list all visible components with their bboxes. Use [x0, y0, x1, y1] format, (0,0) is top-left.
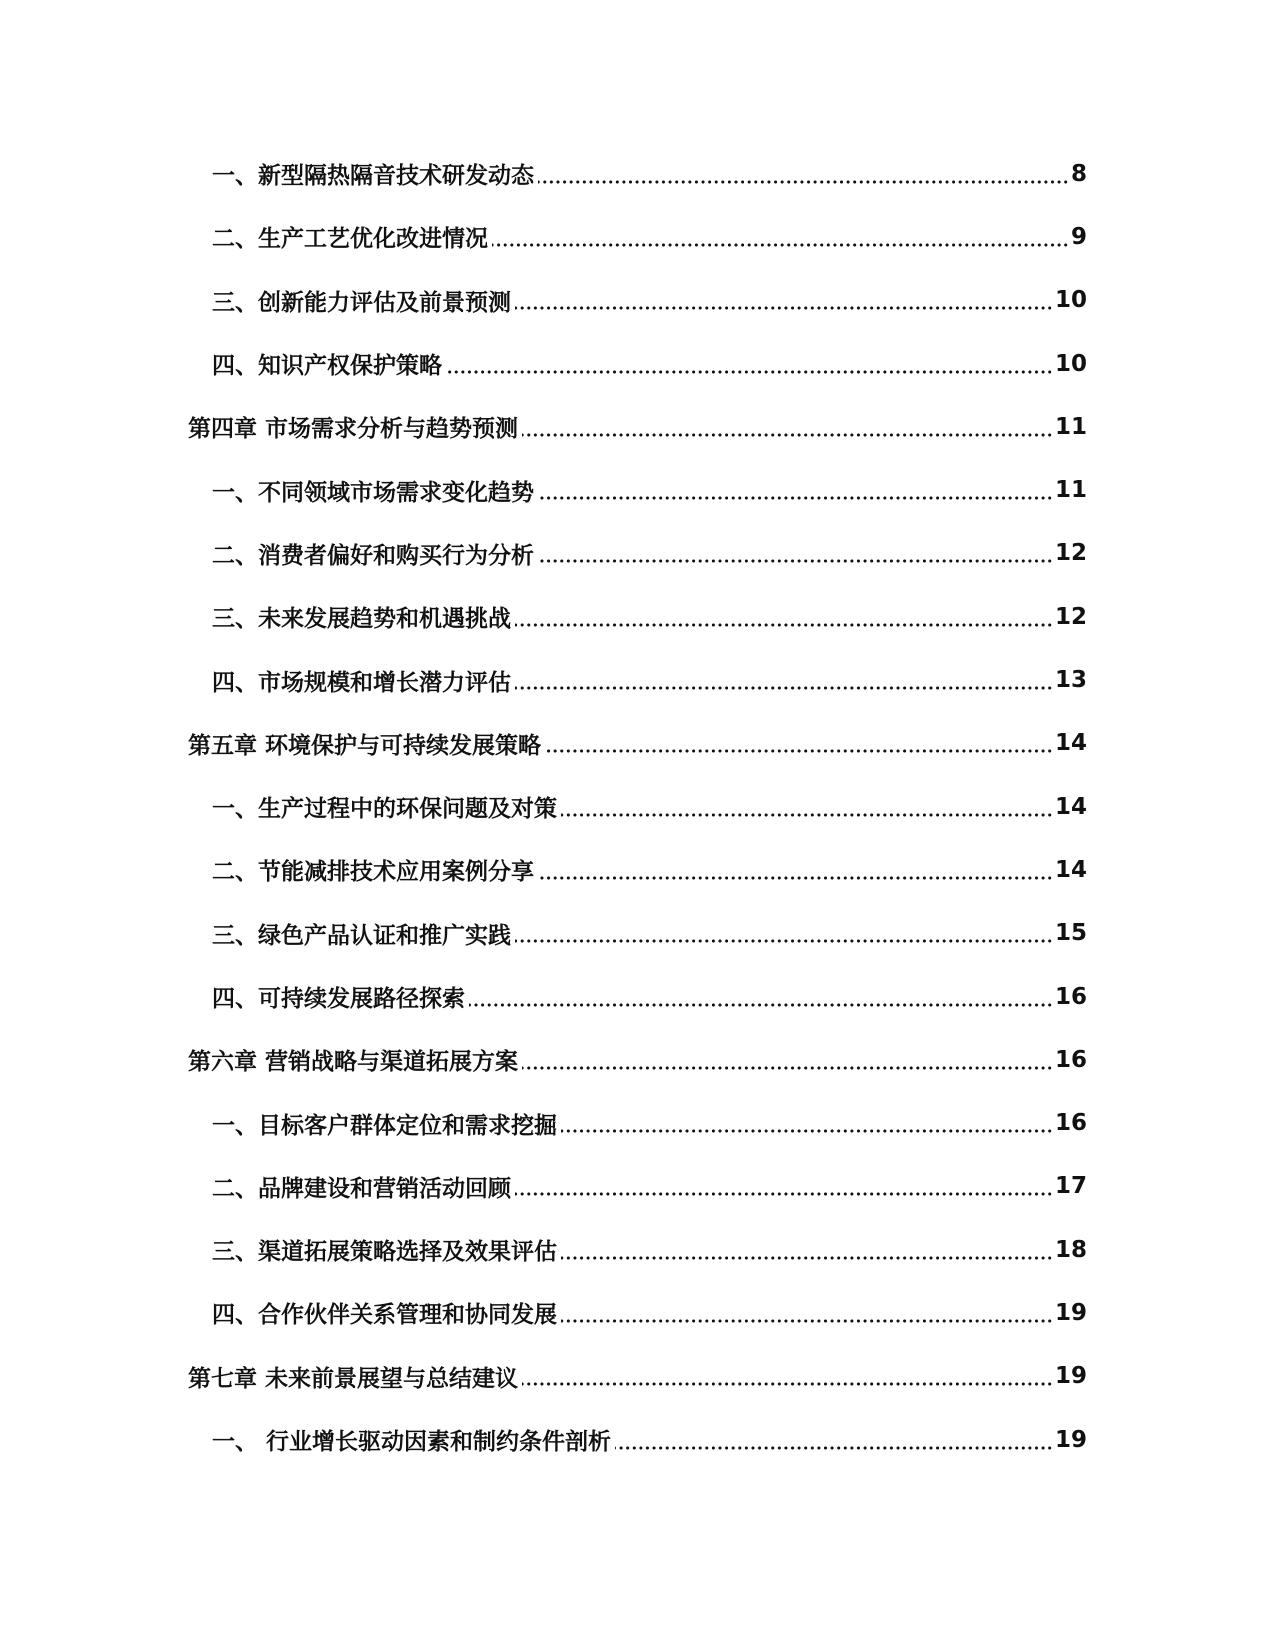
toc-entry-page-number: 10	[1054, 287, 1087, 314]
toc-entry-section[interactable]	[0, 965, 1275, 1028]
dot-leader	[538, 180, 1069, 184]
toc-entry-page-number: 10	[1054, 350, 1087, 377]
toc-entry-title: 第四章 市场需求分析与趋势预测	[188, 416, 519, 443]
toc-entry-title: 第七章 未来前景展望与总结建议	[188, 1365, 519, 1392]
toc-entry-chapter[interactable]	[0, 1345, 1275, 1408]
toc-entry-page-number: 19	[1054, 1363, 1087, 1390]
toc-entry-section[interactable]	[0, 838, 1275, 901]
toc-entry-section[interactable]	[0, 648, 1275, 711]
toc-entry-page-number: 16	[1054, 983, 1087, 1010]
dot-leader	[538, 559, 1053, 563]
toc-entry-page-number: 14	[1054, 730, 1087, 757]
toc-entry-title: 三、未来发展趋势和机遇挑战	[212, 606, 511, 633]
dot-leader	[515, 939, 1053, 943]
toc-entry-page-number: 15	[1054, 920, 1087, 947]
toc-entry-title: 四、合作伙伴关系管理和协同发展	[212, 1302, 557, 1329]
dot-leader	[522, 433, 1053, 437]
dot-leader	[515, 686, 1053, 690]
toc-entry-title: 二、生产工艺优化改进情况	[212, 226, 488, 253]
dot-leader	[515, 1192, 1053, 1196]
toc-entry-section[interactable]	[0, 269, 1275, 332]
toc-entry-section[interactable]	[0, 332, 1275, 395]
toc-entry-page-number: 12	[1054, 603, 1087, 630]
toc-entry-chapter[interactable]	[0, 712, 1275, 775]
toc-entry-title: 一、目标客户群体定位和需求挖掘	[212, 1112, 557, 1139]
dot-leader	[515, 306, 1053, 310]
toc-entry-page-number: 8	[1070, 160, 1087, 187]
dot-leader	[492, 243, 1069, 247]
toc-entry-title: 二、消费者偏好和购买行为分析	[212, 542, 534, 569]
toc-entry-page-number: 19	[1054, 1426, 1087, 1453]
toc-entry-page-number: 16	[1054, 1046, 1087, 1073]
toc-entry-chapter[interactable]	[0, 1028, 1275, 1091]
toc-entry-title: 一、 行业增长驱动因素和制约条件剖析	[212, 1429, 612, 1456]
toc-entry-title: 一、新型隔热隔音技术研发动态	[212, 163, 534, 190]
toc-entry-page-number: 14	[1054, 793, 1087, 820]
toc-entry-title: 三、渠道拓展策略选择及效果评估	[212, 1239, 557, 1266]
table-of-contents	[0, 142, 1275, 1471]
toc-entry-section[interactable]	[0, 458, 1275, 521]
dot-leader	[522, 1382, 1053, 1386]
dot-leader	[469, 1003, 1053, 1007]
toc-entry-section[interactable]	[0, 1155, 1275, 1218]
toc-entry-title: 一、不同领域市场需求变化趋势	[212, 479, 534, 506]
toc-entry-page-number: 9	[1070, 223, 1087, 250]
toc-entry-title: 三、绿色产品认证和推广实践	[212, 922, 511, 949]
toc-entry-title: 二、节能减排技术应用案例分享	[212, 859, 534, 886]
dot-leader	[545, 749, 1053, 753]
toc-entry-section[interactable]	[0, 1218, 1275, 1281]
dot-leader	[561, 1129, 1053, 1133]
toc-entry-title: 二、品牌建设和营销活动回顾	[212, 1175, 511, 1202]
toc-entry-title: 三、创新能力评估及前景预测	[212, 289, 511, 316]
dot-leader	[538, 496, 1053, 500]
dot-leader	[561, 1319, 1053, 1323]
toc-entry-page-number: 12	[1054, 540, 1087, 567]
dot-leader	[515, 623, 1053, 627]
toc-entry-title: 第五章 环境保护与可持续发展策略	[188, 732, 542, 759]
toc-entry-section[interactable]	[0, 142, 1275, 205]
dot-leader	[538, 876, 1053, 880]
toc-entry-section[interactable]	[0, 1091, 1275, 1154]
toc-entry-section[interactable]	[0, 205, 1275, 268]
toc-entry-page-number: 13	[1054, 667, 1087, 694]
toc-entry-title: 四、市场规模和增长潜力评估	[212, 669, 511, 696]
toc-entry-page-number: 16	[1054, 1110, 1087, 1137]
dot-leader	[522, 1066, 1053, 1070]
toc-entry-page-number: 17	[1054, 1173, 1087, 1200]
toc-entry-section[interactable]	[0, 585, 1275, 648]
toc-entry-section[interactable]	[0, 902, 1275, 965]
toc-entry-page-number: 11	[1054, 413, 1087, 440]
toc-entry-section[interactable]	[0, 775, 1275, 838]
toc-entry-title: 四、知识产权保护策略	[212, 353, 442, 380]
dot-leader	[615, 1446, 1053, 1450]
toc-entry-section[interactable]	[0, 522, 1275, 585]
dot-leader	[446, 370, 1053, 374]
toc-entry-page-number: 18	[1054, 1236, 1087, 1263]
toc-entry-page-number: 19	[1054, 1299, 1087, 1326]
toc-entry-chapter[interactable]	[0, 395, 1275, 458]
toc-entry-title: 四、可持续发展路径探索	[212, 986, 465, 1012]
toc-entry-section[interactable]	[0, 1408, 1275, 1471]
toc-entry-page-number: 11	[1054, 477, 1087, 504]
dot-leader	[561, 813, 1053, 817]
toc-entry-section[interactable]	[0, 1281, 1275, 1344]
toc-entry-page-number: 14	[1054, 856, 1087, 883]
toc-entry-title: 一、生产过程中的环保问题及对策	[212, 796, 557, 823]
dot-leader	[561, 1256, 1053, 1260]
toc-entry-title: 第六章 营销战略与渠道拓展方案	[188, 1049, 519, 1076]
